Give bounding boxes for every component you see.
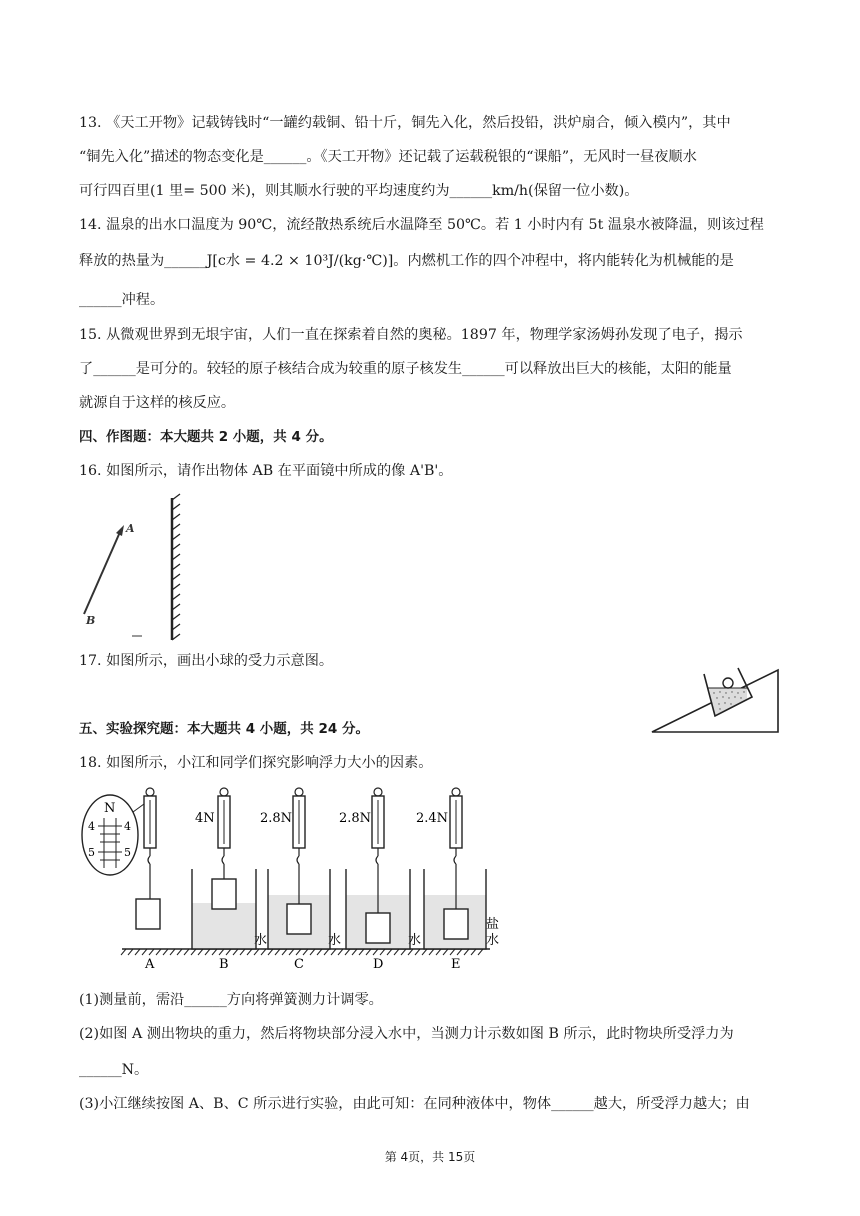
q15-line-1: 15. 从微观世界到无垠宇宙，人们一直在探索着自然的奥秘。1897 年，物理学家汤姆孙发现了电子，揭示 <box>79 327 743 343</box>
q18-part-2-line-1: (2)如图 A 测出物块的重力，然后将物块部分浸入水中，当测力计示数如图 B 所示，此时物块所受浮力为 <box>79 1026 734 1042</box>
liquid-label: 水 <box>328 933 342 948</box>
panel-label: E <box>451 957 461 972</box>
block <box>287 904 311 934</box>
q15-line-3: 就源自于这样的核反应。 <box>79 395 236 411</box>
liquid-label: 盐 <box>486 917 500 932</box>
q13-line-2: “铜先入化”描述的物态变化是______。《天工开物》还记载了运载税银的“课船”，无风时一昼夜顺水 <box>79 149 697 165</box>
panel-label: A <box>145 957 155 972</box>
section-4-heading: 四、作图题：本大题共 2 小题，共 4 分。 <box>79 429 333 445</box>
panel-label: D <box>373 957 384 972</box>
gauge-tick-label: 5 <box>124 846 131 859</box>
q18-part-2-line-2: ______N。 <box>79 1062 149 1078</box>
q18-part-1: (1)测量前，需沿______方向将弹簧测力计调零。 <box>79 992 383 1008</box>
panel-d <box>339 788 421 949</box>
q17-ball-figure <box>646 656 786 736</box>
q18-part-3: (3)小江继续按图 A、B、C 所示进行实验，由此可知：在同种液体中，物体______越大，所受浮力越大；由 <box>79 1096 750 1112</box>
label-b: B <box>86 614 96 627</box>
panel-e <box>416 788 499 949</box>
liquid-label: 水 <box>408 933 422 948</box>
q14-line-2: 释放的热量为______J[c水 = 4.2 × 10³J/(kg·℃)]。内燃机工作的四个冲程中，将内能转化为机械能的是 <box>79 253 734 269</box>
scale-reading: 2.8N <box>339 811 372 826</box>
q18-buoyancy-figure <box>78 782 508 972</box>
block <box>444 909 468 939</box>
scale-reading: 2.8N <box>260 811 293 826</box>
gauge-unit: N <box>104 801 116 816</box>
q13-line-3: 可行四百里(1 里= 500 米)，则其顺水行驶的平均速度约为______km/h(保留一位小数)。 <box>79 183 639 199</box>
panel-c <box>260 788 341 949</box>
label-a: A <box>126 522 135 535</box>
q14-line-3: ______冲程。 <box>79 292 165 308</box>
q15-line-2: 了______是可分的。较轻的原子核结合成为较重的原子核发生______可以释放出巨大的核能，太阳的能量 <box>79 361 732 377</box>
liquid-label: 水 <box>254 933 268 948</box>
block <box>212 879 236 909</box>
q14-line-1: 14. 温泉的出水口温度为 90℃，流经散热系统后水温降至 50℃。若 1 小时内有 5t 温泉水被降温，则该过程 <box>79 217 764 233</box>
block <box>366 913 390 943</box>
scale-reading: 2.4N <box>416 811 449 826</box>
gauge-tick-label: 4 <box>88 820 95 833</box>
ground-hatching <box>121 949 483 955</box>
q13-line-1: 13. 《天工开物》记载铸钱时“一罐约载铜、铅十斤，铜先入化，然后投铅，洪炉扇合，倾入模内”，其中 <box>79 115 731 131</box>
panel-a <box>136 788 160 929</box>
q16-text: 16. 如图所示，请作出物体 AB 在平面镜中所成的像 A'B'。 <box>79 463 453 479</box>
gauge-tick-label: 5 <box>88 846 95 859</box>
arrow-head-icon <box>116 525 124 536</box>
liquid-label: 水 <box>486 933 500 948</box>
q17-text: 17. 如图所示，画出小球的受力示意图。 <box>79 653 334 669</box>
object-ab-arrow <box>84 532 120 614</box>
q18-text: 18. 如图所示，小江和同学们探究影响浮力大小的因素。 <box>79 755 433 771</box>
panel-label: C <box>294 957 304 972</box>
block <box>136 899 160 929</box>
scale-reading: 4N <box>195 811 215 826</box>
panel-label: B <box>219 957 229 972</box>
gauge-tick-label: 4 <box>124 820 131 833</box>
panel-b <box>192 788 267 949</box>
page-footer: 第 4页，共 15页 <box>384 1150 476 1164</box>
ball <box>723 678 733 688</box>
section-5-heading: 五、实验探究题：本大题共 4 小题，共 24 分。 <box>79 721 369 737</box>
q16-mirror-figure <box>76 492 206 642</box>
